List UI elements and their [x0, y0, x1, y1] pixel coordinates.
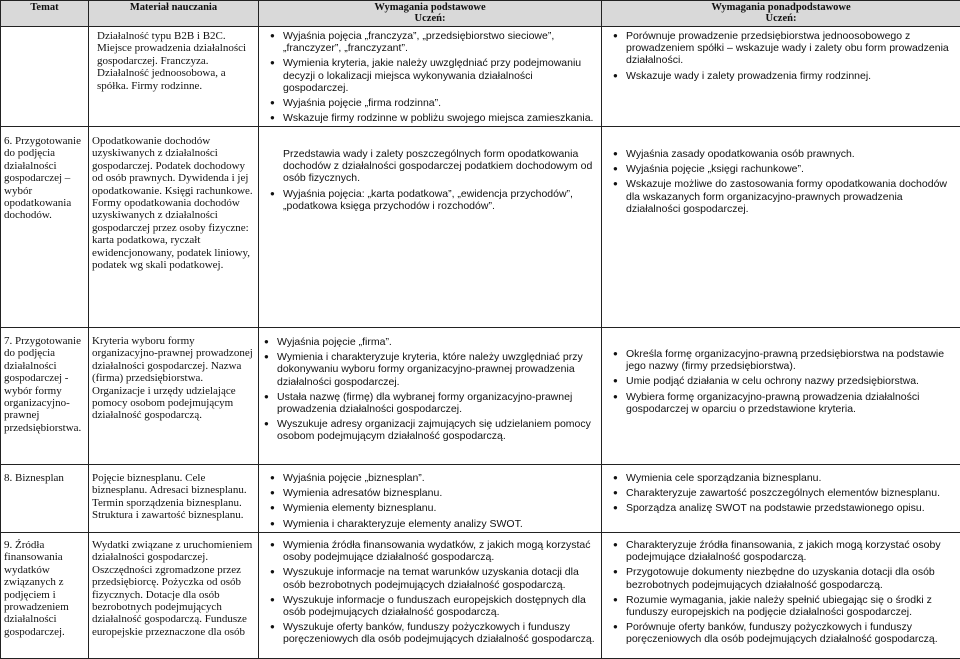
ponadpodstawowe-cell: [602, 465, 960, 533]
list-item: ● Wymienia cele sporządzania biznesplanu.: [626, 472, 956, 484]
list-item: ● Charakteryzuje źródła finansowania, z jakich mogą korzystać osoby podejmujące działalność gospodarczą.: [626, 539, 956, 563]
ponadpodstawowe-cell: [602, 533, 960, 659]
ponad-list: [606, 148, 956, 215]
ponad-list: [606, 539, 956, 646]
podstawowe-cell: [259, 465, 602, 533]
podstawowe-list: [263, 472, 597, 530]
podstawowe-list: [263, 30, 597, 124]
header-podstawowe: [259, 1, 602, 27]
podstawowe-cell: [259, 27, 602, 127]
header-temat: Temat: [1, 1, 89, 27]
list-item: Przedstawia wady i zalety poszczególnych form opodatkowania dochodów z działalności gospodarczej podatkiem dochodowym od osób fizycznych.: [283, 148, 597, 185]
list-item: ● Wskazuje firmy rodzinne w pobliżu swojego miejsca zamieszkania.: [283, 112, 597, 124]
list-item: ● Wymienia źródła finansowania wydatków, z jakich mogą korzystać osoby podejmujące działalność gospodarczą.: [283, 539, 597, 563]
ponad-list: [606, 472, 956, 515]
list-item: ● Wymienia i charakteryzuje kryteria, które należy uwzględniać przy dokonywaniu wyboru formy organizacyjno-prawnej prowadzenia działalności gospodarczej.: [277, 351, 597, 388]
temat-cell: 8. Biznesplan: [1, 465, 89, 533]
list-item: ● Charakteryzuje zawartość poszczególnych elementów biznesplanu.: [626, 487, 956, 499]
material-cell: Działalność typu B2B i B2C. Miejsce prowadzenia działalności gospodarczej. Franczyza. Działalność jednoosobowa, a spółka. Firmy rodzinne.: [89, 27, 259, 127]
temat-cell: [1, 27, 89, 127]
ponadpodstawowe-cell: [602, 127, 960, 328]
list-item: ● Wyjaśnia pojęcie „biznesplan”.: [283, 472, 597, 484]
list-item: ● Wybiera formę organizacyjno-prawną prowadzenia działalności gospodarczej w oparciu o przedstawione kryteria.: [626, 391, 956, 415]
list-item: ● Wyjaśnia pojęcie „firma rodzinna”.: [283, 97, 597, 109]
table-row: [1, 27, 960, 127]
list-item: ● Sporządza analizę SWOT na podstawie przedstawionego opisu.: [626, 502, 956, 514]
list-item: ● Wyjaśnia pojęcia „franczyza”, „przedsiębiorstwo sieciowe”, „franczyzer”, „franczyzant”.: [283, 30, 597, 54]
list-item: ● Wyjaśnia pojęcia: „karta podatkowa”, „ewidencja przychodów”, „podatkowa księga przychodów i rozchodów”.: [283, 188, 597, 212]
podstawowe-cell: [259, 328, 602, 465]
list-item: ● Umie podjąć działania w celu ochrony nazwy przedsiębiorstwa.: [626, 375, 956, 387]
table-row: [1, 533, 960, 659]
table-row: [1, 328, 960, 465]
header-material: Materiał nauczania: [89, 1, 259, 27]
list-item: ● Wymienia adresatów biznesplanu.: [283, 487, 597, 499]
table-row: [1, 127, 960, 328]
header-ponad-title: Wymagania ponadpodstawowe: [604, 2, 958, 13]
list-item: ● Wyszukuje informacje o funduszach europejskich dostępnych dla osób podejmujących działalność gospodarczą.: [283, 594, 597, 618]
list-item: ● Porównuje oferty banków, funduszy pożyczkowych i funduszy poręczeniowych dla osób podejmujących działalność gospodarczą.: [626, 621, 956, 645]
ponad-list: [606, 30, 956, 82]
list-item: ● Wymienia elementy biznesplanu.: [283, 502, 597, 514]
temat-cell: 6. Przygotowanie do podjęcia działalności gospodarczej – wybór opodatkowania dochodów.: [1, 127, 89, 328]
material-cell: Kryteria wyboru formy organizacyjno-prawnej prowadzonej działalności gospodarczej. Nazwa (firma) przedsiębiorstwa. Organizacje i urzędy udzielające pomocy osobom podejmującym działalność gospodarczą.: [89, 328, 259, 465]
ponadpodstawowe-cell: [602, 27, 960, 127]
podstawowe-cell: [259, 533, 602, 659]
list-item: ● Wyjaśnia pojęcie „księgi rachunkowe”.: [626, 163, 956, 175]
ponad-list: [606, 348, 956, 415]
list-item: ● Wskazuje możliwe do zastosowania formy opodatkowania dochodów dla wskazanych form organizacyjno-prawnych prowadzenia działalności gospodarczej.: [626, 178, 956, 215]
list-item: ● Porównuje prowadzenie przedsiębiorstwa jednoosobowego z prowadzeniem spółki – wskazuje wady i zalety obu form prowadzenia działalności.: [626, 30, 956, 67]
list-item: ● Wymienia kryteria, jakie należy uwzględniać przy podejmowaniu decyzji o lokalizacji miejsca wykonywania działalności gospodarczej.: [283, 57, 597, 94]
header-ponad-sub: Uczeń:: [604, 13, 958, 24]
temat-cell: 9. Źródła finansowania wydatków związanych z podjęciem i prowadzeniem działalności gospodarczej.: [1, 533, 89, 659]
podstawowe-list: [263, 336, 597, 443]
material-cell: Opodatkowanie dochodów uzyskiwanych z działalności gospodarczej. Podatek dochodowy od osób prawnych. Dywidenda i jej opodatkowanie. Księgi rachunkowe. Formy opodatkowania dochodów uzyskiwanych z działalności gospodarczej przez osoby fizyczne: karta podatkowa, ryczałt ewidencjonowany, podatek liniowy, podatek wg skali podatkowej.: [89, 127, 259, 328]
material-cell: Wydatki związane z uruchomieniem działalności gospodarczej. Oszczędności zgromadzone przez przedsiębiorcę. Pożyczka od osób fizycznych. Dotacje dla osób bezrobotnych podejmujących działalność gospodarczą. Fundusze europejskie przeznaczone dla osób: [89, 533, 259, 659]
temat-cell: 7. Przygotowanie do podjęcia działalności gospodarczej - wybór formy organizacyjno-prawnej przedsiębiorstwa.: [1, 328, 89, 465]
list-item: ● Wskazuje wady i zalety prowadzenia firmy rodzinnej.: [626, 70, 956, 82]
ponadpodstawowe-cell: [602, 328, 960, 465]
list-item: ● Przygotowuje dokumenty niezbędne do uzyskania dotacji dla osób bezrobotnych podejmujących działalność gospodarczą.: [626, 566, 956, 590]
header-row: [1, 1, 960, 27]
podstawowe-list: [263, 148, 597, 212]
header-podstawowe-title: Wymagania podstawowe: [261, 2, 599, 13]
header-podstawowe-sub: Uczeń:: [261, 13, 599, 24]
material-cell: Pojęcie biznesplanu. Cele biznesplanu. Adresaci biznesplanu. Termin sporządzenia biznesplanu. Struktura i zawartość biznesplanu.: [89, 465, 259, 533]
podstawowe-list: [263, 539, 597, 646]
list-item: ● Ustała nazwę (firmę) dla wybranej formy organizacyjno-prawnej prowadzenia działalności gospodarczej.: [277, 391, 597, 415]
list-item: ● Wymienia i charakteryzuje elementy analizy SWOT.: [283, 518, 597, 530]
podstawowe-cell: [259, 127, 602, 328]
list-item: ● Wyjaśnia zasady opodatkowania osób prawnych.: [626, 148, 956, 160]
list-item: ● Wyszukuje oferty banków, funduszy pożyczkowych i funduszy poręczeniowych dla osób podejmujących działalność gospodarczą.: [283, 621, 597, 645]
list-item: ● Rozumie wymagania, jakie należy spełnić ubiegając się o środki z funduszy europejskich na podjęcie działalności gospodarczej.: [626, 594, 956, 618]
header-ponadpodstawowe: [602, 1, 960, 27]
list-item: ● Wyszukuje adresy organizacji zajmujących się udzielaniem pomocy osobom podejmującym działalność gospodarczą.: [277, 418, 597, 442]
list-item: ● Wyjaśnia pojęcie „firma”.: [277, 336, 597, 348]
list-item: ● Określa formę organizacyjno-prawną przedsiębiorstwa na podstawie jego nazwy (firmy przedsiębiorstwa).: [626, 348, 956, 372]
table-row: [1, 465, 960, 533]
list-item: ● Wyszukuje informacje na temat warunków uzyskania dotacji dla osób bezrobotnych podejmujących działalność gospodarczą.: [283, 566, 597, 590]
